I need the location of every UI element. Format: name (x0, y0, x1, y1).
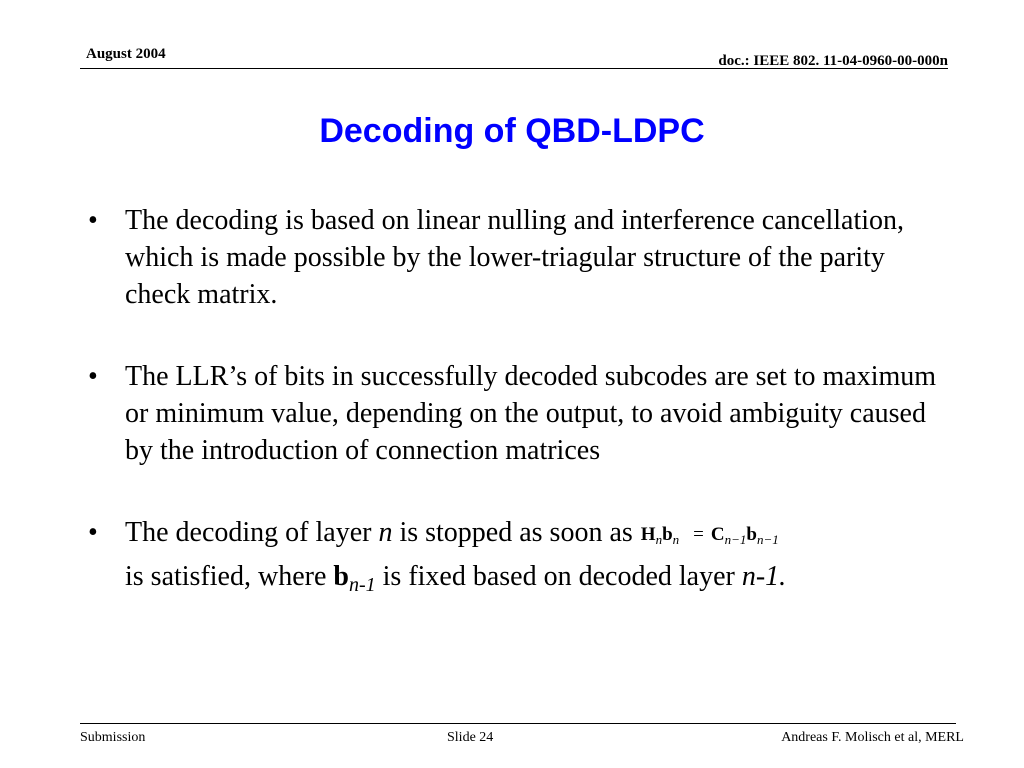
header-date: August 2004 (86, 46, 166, 62)
bvec: b (333, 561, 349, 592)
eq-b-sub: n (672, 532, 680, 547)
header-rule (80, 68, 948, 69)
bullet-decoding-basis (80, 202, 950, 313)
eq-equals: = (693, 524, 704, 545)
eq-b2: b (746, 524, 757, 545)
eq-b: b (662, 524, 673, 545)
bullet-text-part: is fixed based on decoded layer (375, 561, 742, 592)
bullet-text-part: The decoding of layer (125, 517, 379, 548)
layer-reference: n-1 (741, 561, 780, 592)
bvec-sub: n-1 (348, 574, 376, 596)
eq-C: C (710, 524, 725, 545)
eq-C-sub: n−1 (724, 532, 747, 547)
footer-slide-number: Slide 24 (447, 730, 494, 745)
header-doc-id: doc.: IEEE 802. 11-04-0960-00-000n (718, 53, 948, 69)
bullet-text: The LLR’s of bits in successfully decoded subcodes are set to maximum or minimum value, depending on the output, to avoid ambiguity caused by the introduction of connection matrices (125, 361, 937, 466)
sentence-end: . (779, 561, 787, 592)
bullet-llr (80, 358, 950, 469)
footer-authors: Andreas F. Molisch et al, MERL (781, 730, 964, 745)
slide-title: Decoding of QBD-LDPC (319, 112, 705, 150)
bullet-stopping-rule (80, 514, 950, 604)
footer-submission: Submission (80, 730, 146, 745)
eq-b2-sub: n−1 (756, 532, 779, 547)
bullet-list (80, 202, 950, 649)
footer-rule (80, 723, 956, 724)
eq-H-sub: n (655, 532, 663, 547)
stopping-equation (641, 516, 779, 558)
bullet-text-part: is stopped as soon as (392, 517, 633, 548)
eq-H: H (640, 524, 656, 545)
bullet-text: The decoding is based on linear nulling and interference cancellation, which is made possible by the lower-triagular structure of the parity check matrix. (125, 205, 905, 310)
bullet-text-part: is satisfied, where (125, 561, 334, 592)
layer-variable: n (378, 517, 393, 548)
